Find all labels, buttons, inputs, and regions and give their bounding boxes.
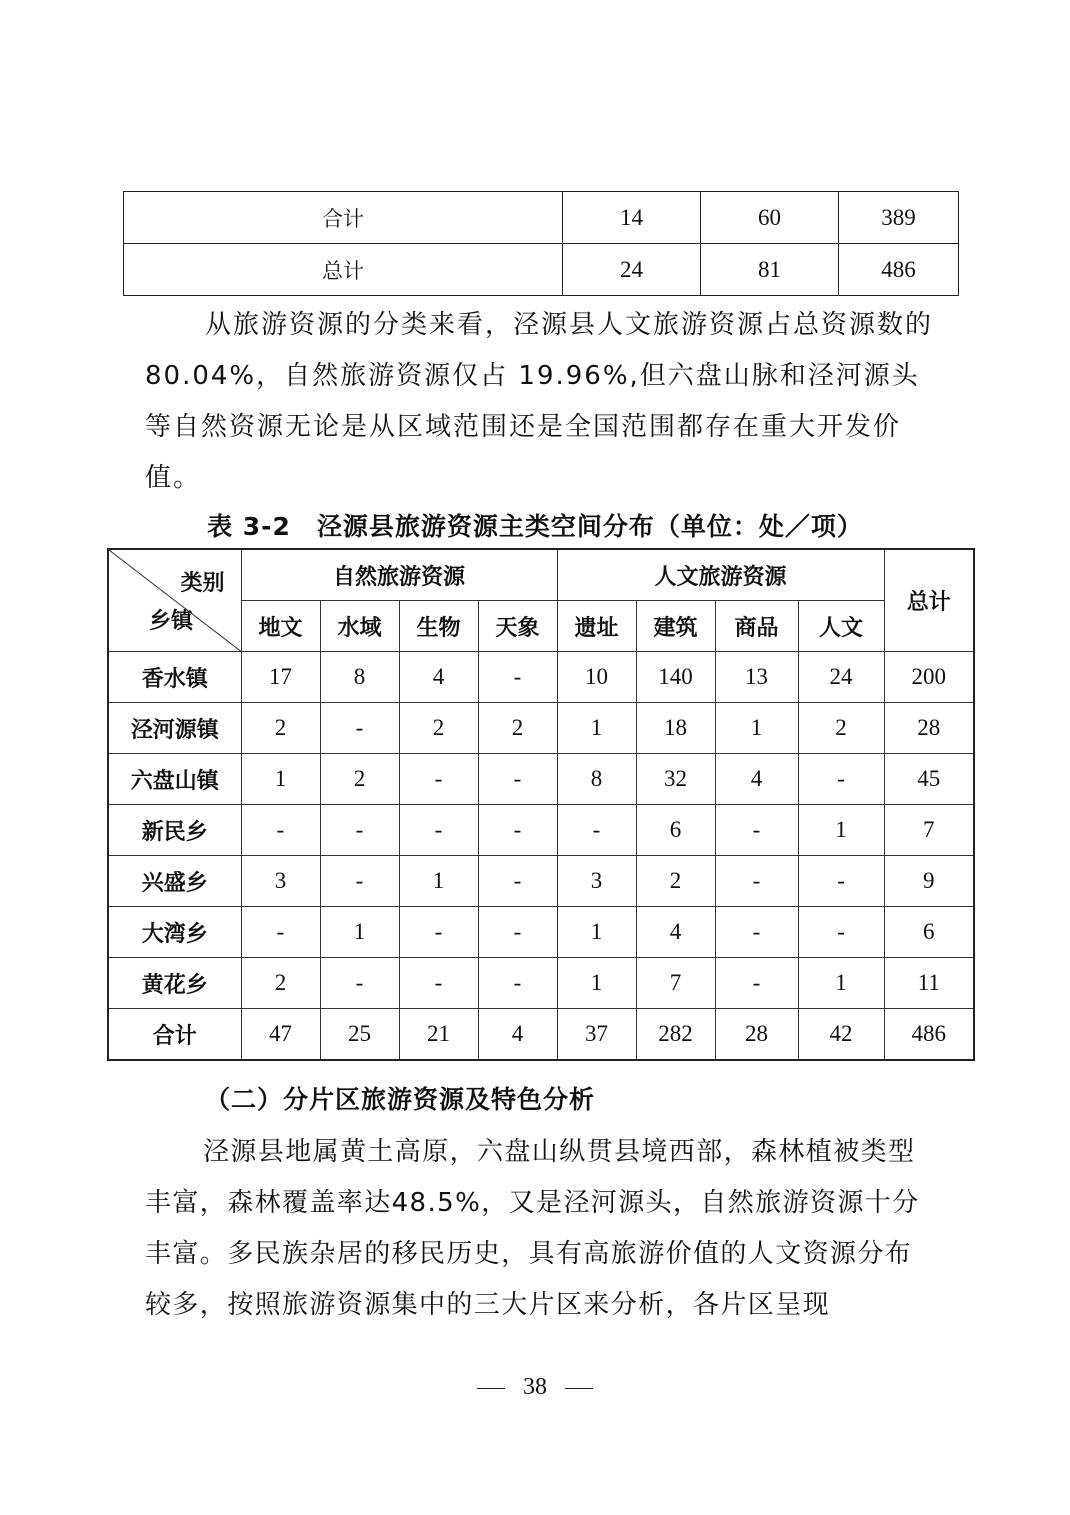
table-cell: - — [715, 907, 798, 958]
table-cell: 7 — [884, 805, 974, 856]
table-cell: 25 — [320, 1009, 399, 1061]
table-cell: 2 — [798, 703, 884, 754]
table-cell: 389 — [839, 192, 959, 244]
table-cell: 486 — [884, 1009, 974, 1061]
table-cell: 486 — [839, 244, 959, 296]
table-cell: 24 — [563, 244, 701, 296]
sub-header-cell: 人文 — [798, 601, 884, 652]
table-cell: 14 — [563, 192, 701, 244]
town-label: 新民乡 — [108, 805, 241, 856]
table-cell: - — [557, 805, 636, 856]
page-number-dash — [477, 1388, 505, 1389]
table-row — [108, 703, 974, 754]
table-cell: - — [798, 856, 884, 907]
sub-header-cell: 遗址 — [557, 601, 636, 652]
table-cell: - — [798, 754, 884, 805]
continued-summary-table — [123, 191, 959, 296]
table-row — [108, 805, 974, 856]
table-cell: - — [399, 958, 478, 1009]
table-cell: - — [320, 805, 399, 856]
table-row — [108, 856, 974, 907]
table-cell: 10 — [557, 652, 636, 703]
table-cell: 9 — [884, 856, 974, 907]
table-cell: 4 — [478, 1009, 557, 1061]
table-cell: - — [478, 754, 557, 805]
group-header-cultural: 人文旅游资源 — [557, 549, 884, 601]
table-cell: 6 — [636, 805, 715, 856]
table-cell: 1 — [715, 703, 798, 754]
town-label: 六盘山镇 — [108, 754, 241, 805]
table-cell: 2 — [241, 703, 320, 754]
table-cell: 28 — [884, 703, 974, 754]
table-cell: 1 — [241, 754, 320, 805]
table-cell: 81 — [701, 244, 839, 296]
table-cell: - — [478, 856, 557, 907]
table-cell: 2 — [399, 703, 478, 754]
table-cell: 2 — [320, 754, 399, 805]
table-cell: 13 — [715, 652, 798, 703]
page-number — [0, 1374, 1070, 1401]
table-cell: 7 — [636, 958, 715, 1009]
body-paragraph: 从旅游资源的分类来看，泾源县人文旅游资源占总资源数的 80.04%，自然旅游资源仅占 19.96%,但六盘山脉和泾河源头等自然资源无论是从区域范围还是全国范围都存在重大开发价值。 — [145, 310, 934, 493]
table-cell: 2 — [636, 856, 715, 907]
town-label: 大湾乡 — [108, 907, 241, 958]
table-row — [124, 244, 959, 296]
table-cell: - — [241, 907, 320, 958]
table-cell: 18 — [636, 703, 715, 754]
town-label: 合计 — [108, 1009, 241, 1061]
table-cell: 4 — [715, 754, 798, 805]
table-row — [124, 192, 959, 244]
table-cell: 1 — [798, 805, 884, 856]
total-header: 总计 — [884, 549, 974, 652]
table-cell: - — [320, 703, 399, 754]
sub-header-cell: 生物 — [399, 601, 478, 652]
table-cell: 28 — [715, 1009, 798, 1061]
table-cell: 24 — [798, 652, 884, 703]
table-cell: - — [478, 652, 557, 703]
table-row — [108, 958, 974, 1009]
table-cell: - — [478, 907, 557, 958]
table-row — [108, 907, 974, 958]
table-cell: 47 — [241, 1009, 320, 1061]
header-row — [108, 549, 974, 601]
sub-header-cell: 水域 — [320, 601, 399, 652]
row-label: 合计 — [124, 192, 563, 244]
table-cell: 1 — [320, 907, 399, 958]
table-row — [108, 1009, 974, 1061]
table-cell: - — [715, 958, 798, 1009]
table-cell: 32 — [636, 754, 715, 805]
table-cell: - — [399, 805, 478, 856]
sub-header-cell: 建筑 — [636, 601, 715, 652]
table-cell: 4 — [399, 652, 478, 703]
table-cell: 200 — [884, 652, 974, 703]
table-row — [108, 754, 974, 805]
table-cell: 1 — [557, 907, 636, 958]
town-label: 黄花乡 — [108, 958, 241, 1009]
table-cell: - — [320, 856, 399, 907]
table-cell: 4 — [636, 907, 715, 958]
town-label: 泾河源镇 — [108, 703, 241, 754]
group-header-natural: 自然旅游资源 — [241, 549, 557, 601]
table-cell: - — [478, 805, 557, 856]
table-cell: 42 — [798, 1009, 884, 1061]
page-number-dash — [565, 1388, 593, 1389]
table-row — [108, 652, 974, 703]
table-cell: 1 — [798, 958, 884, 1009]
table-cell: 140 — [636, 652, 715, 703]
body-paragraph: 泾源县地属黄土高原，六盘山纵贯县境西部，森林植被类型丰富，森林覆盖率达48.5%，又是泾河源头，自然旅游资源十分丰富。多民族杂居的移民历史，具有高旅游价值的人文资源分布较多，按照旅游资源集中的三大片区来分析，各片区呈现 — [145, 1137, 920, 1320]
table-caption: 表 3-2 泾源县旅游资源主类空间分布（单位：处／项） — [207, 512, 863, 541]
table-cell: - — [241, 805, 320, 856]
table-cell: 6 — [884, 907, 974, 958]
table-cell: 8 — [320, 652, 399, 703]
table-cell: 21 — [399, 1009, 478, 1061]
table-cell: 8 — [557, 754, 636, 805]
table-cell: - — [715, 856, 798, 907]
sub-header-cell: 天象 — [478, 601, 557, 652]
town-label: 香水镇 — [108, 652, 241, 703]
table-cell: 45 — [884, 754, 974, 805]
table-cell: 3 — [557, 856, 636, 907]
table-cell: 2 — [241, 958, 320, 1009]
column-category-label: 类别 — [180, 571, 225, 596]
row-label: 总计 — [124, 244, 563, 296]
table-cell: 11 — [884, 958, 974, 1009]
sub-header-cell: 商品 — [715, 601, 798, 652]
sub-header-cell: 地文 — [241, 601, 320, 652]
resource-distribution-table — [107, 548, 975, 1061]
table-cell: 1 — [557, 958, 636, 1009]
table-cell: - — [798, 907, 884, 958]
page-number-text: 38 — [523, 1374, 547, 1400]
row-category-label: 乡镇 — [149, 609, 194, 634]
corner-header-cell — [108, 549, 241, 652]
table-cell: 60 — [701, 192, 839, 244]
table-cell: 3 — [241, 856, 320, 907]
town-label: 兴盛乡 — [108, 856, 241, 907]
table-cell: - — [320, 958, 399, 1009]
table-cell: 17 — [241, 652, 320, 703]
table-cell: 1 — [557, 703, 636, 754]
table-cell: 282 — [636, 1009, 715, 1061]
table-cell: 37 — [557, 1009, 636, 1061]
table-cell: - — [399, 754, 478, 805]
table-cell: - — [715, 805, 798, 856]
table-cell: - — [399, 907, 478, 958]
table-cell: - — [478, 958, 557, 1009]
section-heading: （二）分片区旅游资源及特色分析 — [205, 1085, 596, 1114]
table-cell: 2 — [478, 703, 557, 754]
table-cell: 1 — [399, 856, 478, 907]
